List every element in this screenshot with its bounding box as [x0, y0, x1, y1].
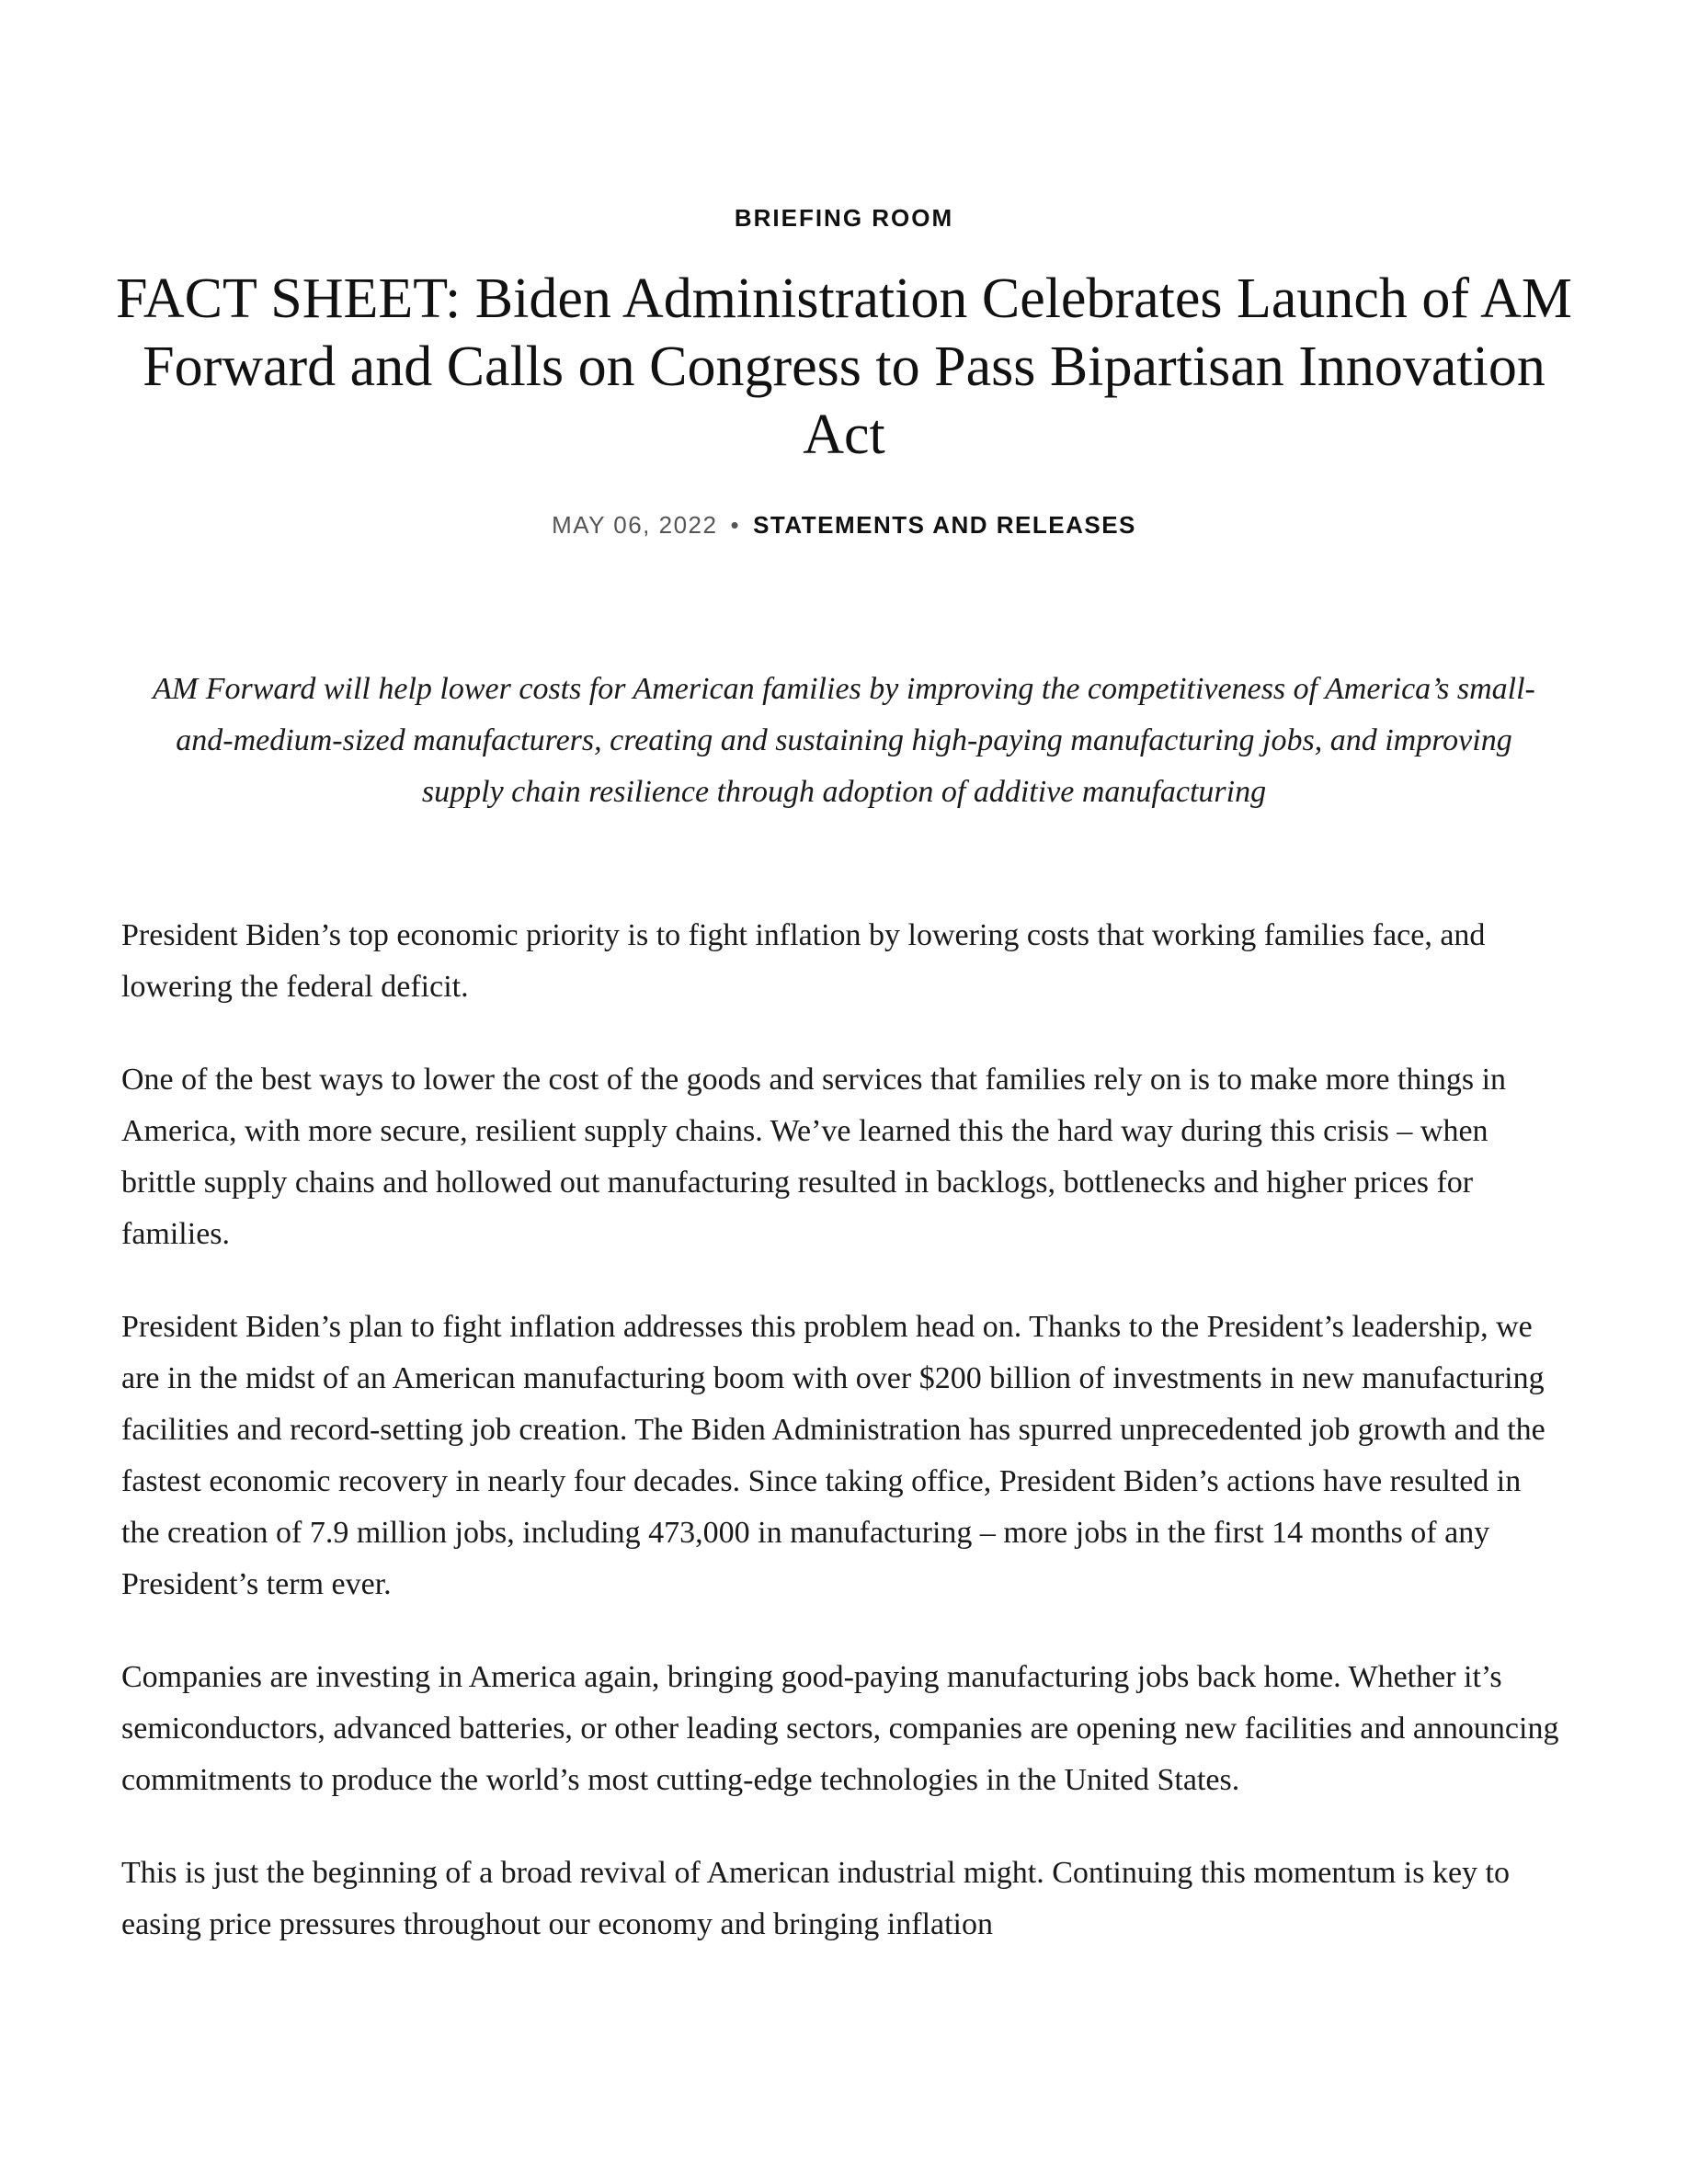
section-label-link[interactable]: BRIEFING ROOM — [734, 204, 954, 232]
body-paragraph-2: One of the best ways to lower the cost of the goods and services that families rely on is to make more things in America, with more secure, resilient supply chains. We’ve learned this the hard way during this crisis – when brittle supply chains and hollowed out manufacturing resulted in backlogs, bottlenecks and higher prices for families. — [121, 1063, 1507, 1251]
body-paragraph-3: President Biden’s plan to fight inflation addresses this problem head on. Thanks to the President’s leadership, we are in the midst of an American manufacturing boom with over $200 billion of investments in new manufacturing facilities and record-setting job creation. The Biden Administration has spurred unprecedented job growth and the fastest economic recovery in nearly four decades. Since taking office, President Biden’s actions have resulted in the creation of 7.9 million jobs, including 473,000 in manufacturing – more jobs in the first 14 months of any President’s term ever. — [121, 1310, 1545, 1601]
body-paragraph-5: This is just the beginning of a broad revival of American industrial might. Continuing this momentum is key to easing price pressures throughout our economy and bringing inflation — [121, 1856, 1510, 1941]
publish-date: MAY 06, 2022 — [552, 511, 718, 539]
body-paragraph-1: President Biden’s top economic priority is to fight inflation by lowering costs that working families face, and lowering the federal deficit. — [121, 918, 1486, 1004]
body-paragraph-4: Companies are investing in America again, bringing good-paying manufacturing jobs back home. Whether it’s semiconductors, advanced batteries, or other leading sectors, companies are opening new facilities and announcing commitments to produce the world’s most cutting-edge technologies in the United States. — [121, 1660, 1559, 1797]
meta-separator: • — [730, 511, 741, 539]
article-title: FACT SHEET: Biden Administration Celebrates Launch of AM Forward and Calls on Congress to Pass Bipartisan Innovation Act — [115, 267, 1573, 466]
article-meta — [0, 511, 1688, 540]
lead-summary: AM Forward will help lower costs for American families by improving the competitiveness of America’s small-and-medium-sized manufacturers, creating and sustaining high-paying manufacturing jobs, and improving supply chain resilience through adoption of additive manufacturing — [153, 672, 1535, 809]
category-link[interactable]: STATEMENTS AND RELEASES — [753, 511, 1136, 539]
article-body — [121, 910, 1567, 1992]
